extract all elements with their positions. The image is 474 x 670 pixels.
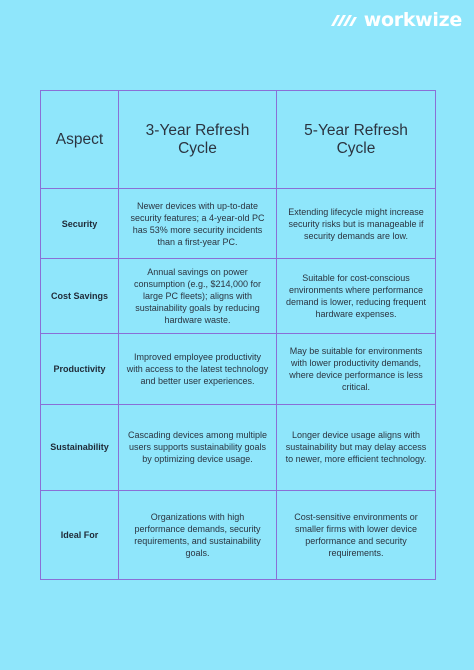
cell-three-year: Organizations with high performance demands, security requirements, and sustainability goals. (119, 490, 277, 579)
row-label: Security (41, 189, 119, 259)
cell-three-year: Improved employee productivity with access to the latest technology and better user experiences. (119, 334, 277, 404)
header-aspect: Aspect (41, 91, 119, 189)
table-row (41, 259, 436, 334)
row-label: Productivity (41, 334, 119, 404)
cell-three-year: Annual savings on power consumption (e.g., $214,000 for large PC fleets); aligns with sustainability goals by reducing hardware waste. (119, 259, 277, 334)
comparison-table (40, 90, 436, 580)
cell-five-year: Longer device usage aligns with sustainability but may delay access to newer, more efficient technology. (277, 404, 436, 490)
table-row (41, 334, 436, 404)
cell-five-year: Suitable for cost-conscious environments where performance demand is lower, reducing frequent hardware expenses. (277, 259, 436, 334)
table-row (41, 404, 436, 490)
table-header-row (41, 91, 436, 189)
cell-five-year: Extending lifecycle might increase security risks but is manageable if security demands are low. (277, 189, 436, 259)
row-label: Ideal For (41, 490, 119, 579)
table-row (41, 490, 436, 579)
cell-three-year: Cascading devices among multiple users supports sustainability goals by optimizing device usage. (119, 404, 277, 490)
header-five-year: 5-Year Refresh Cycle (277, 91, 436, 189)
row-label: Sustainability (41, 404, 119, 490)
row-label: Cost Savings (41, 259, 119, 334)
header-three-year: 3-Year Refresh Cycle (119, 91, 277, 189)
table-row (41, 189, 436, 259)
workwize-logo-icon (330, 12, 358, 28)
cell-three-year: Newer devices with up-to-date security features; a 4-year-old PC has 53% more security incidents than a first-year PC. (119, 189, 277, 259)
cell-five-year: Cost-sensitive environments or smaller firms with lower device performance and security requirements. (277, 490, 436, 579)
cell-five-year: May be suitable for environments with lower productivity demands, where device performance is less critical. (277, 334, 436, 404)
brand-name: workwize (363, 9, 462, 31)
brand-logo (330, 9, 462, 31)
